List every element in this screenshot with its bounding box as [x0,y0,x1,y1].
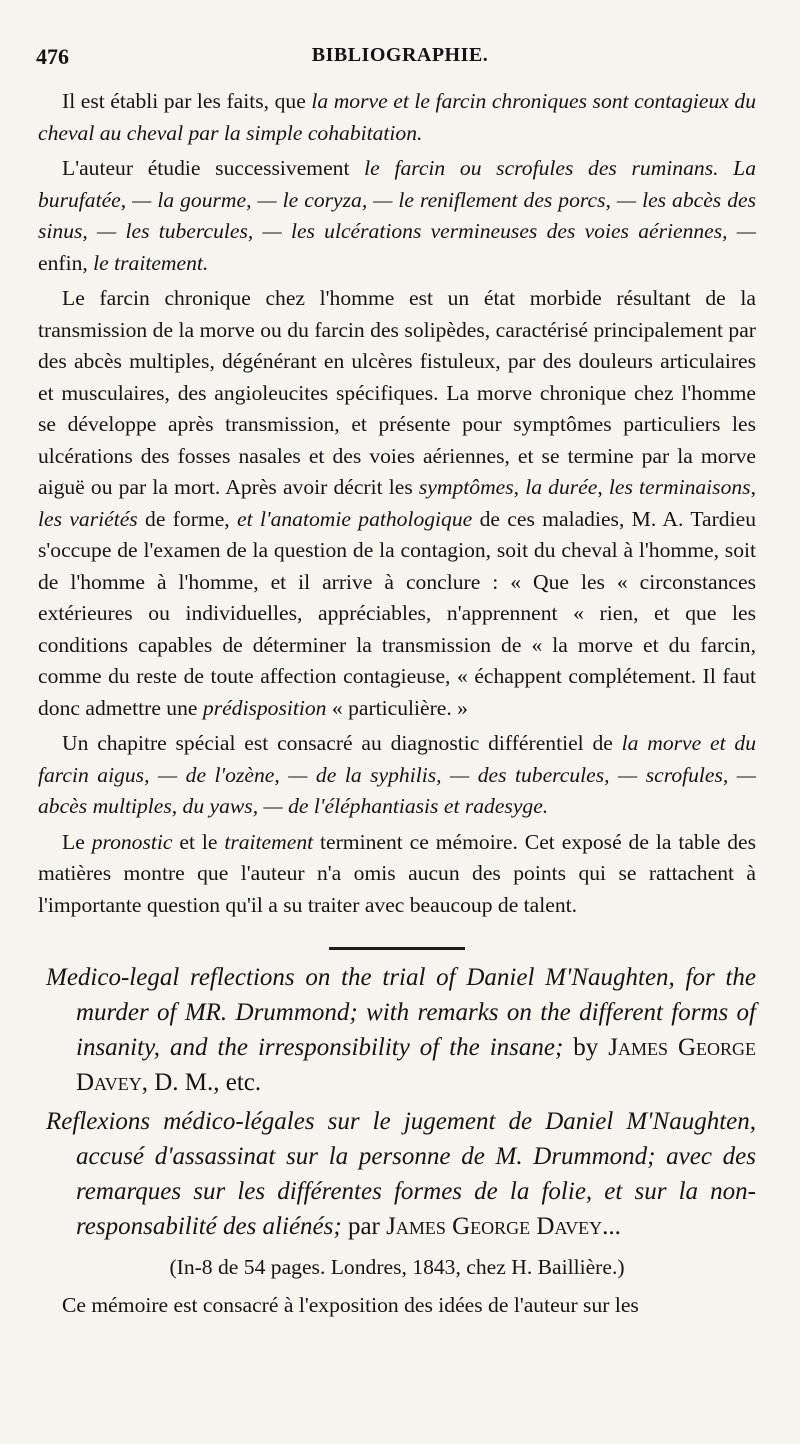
text-run: terminent ce mémoire. Cet exposé de la table des matières montre que l'auteur n'a omis aucun des points qui se rattachent à l'importante question qu'il a su traiter avec beaucoup de talent. [38,829,756,917]
text-run: enfin, [38,250,94,275]
paragraph-chronic-farcy [38,283,756,724]
page-number: 476 [36,44,69,69]
bibliographic-entry-french [38,1104,756,1244]
entry-author: James George Davey [386,1213,603,1240]
italic-run: le farcin ou scrofules des ruminans. La burufatée, — la gourme, — le coryza, — le reniflement des porcs, — les abcès des sinus, — les tubercules, — les ulcérations vermineuses des voies aériennes, — [38,156,756,243]
text-run: , [597,475,609,499]
text-run: par [341,1213,387,1240]
text-run: de ces maladies, M. A. Tardieu s'occupe de l'examen de la question de la contagion, soit du cheval à l'homme, soit de l'homme à l'homme, et il arrive à conclure : « Que les « circonstances extérieures ou individuelles, appréciables, n'apprennent « rien, et que les conditions capables de déterminer la transmission de « la morve et du farcin, comme du reste de toute affection contagieuse, « échappent complétement. Il faut donc admettre une [38,506,756,720]
entry-title: Reflexions médico-légales sur le jugement de Daniel M'Naughten, accusé d'assassinat sur la personne de M. Drummond; avec des remarques sur les différentes formes de la folie, et sur la non-responsabilité des aliénés; [46,1108,756,1240]
imprint-line: (In-8 de 54 pages. Londres, 1843, chez H. Baillière.) [169,1255,625,1279]
entry-title: Medico-legal reflections on the trial of Daniel M'Naughten, for the murder of MR. Drummond; with remarks on the different forms of insanity, and the irresponsibility of the insane; [46,964,756,1061]
text-run: et le [172,829,225,854]
italic-run: la morve et le farcin chroniques sont contagieux du cheval au cheval par la simple cohabitation. [38,89,756,145]
italic-run: la morve et du farcin aigus, — de l'ozène, — de la syphilis, — des tubercules, — scrofules, — abcès multiples, du yaws, — de l'éléphantiasis et radesyge. [38,731,756,818]
text-run: Un chapitre spécial est consacré au diagnostic différentiel de [62,731,622,755]
section-divider [329,947,465,950]
text-run: , [750,475,756,499]
text-run: Il est établi par les faits, que [62,89,312,113]
text-run: L'auteur étudie successivement [62,156,365,180]
italic-run: symptômes [418,475,514,499]
entry-author: James George Davey [76,1034,757,1096]
italic-run: traitement [224,829,314,854]
text-run: , [513,475,526,499]
italic-run: le traitement. [93,250,209,275]
paragraph-contagion [38,86,756,149]
italic-run: et l'anatomie pathologique [237,506,473,531]
italic-run: les variétés [38,506,138,531]
page-header [36,44,764,78]
paragraph-prognosis [38,827,756,922]
text-run: Le [62,829,92,854]
text-run: de forme, [137,506,238,531]
text-body [38,86,756,1325]
bibliographic-entry-english [38,960,756,1100]
running-head: BIBLIOGRAPHIE. [311,44,489,66]
italic-run: pronostic [91,829,173,854]
text-run: by [563,1034,609,1061]
text-run: , D. M., etc. [141,1069,262,1096]
paragraph-diagnosis [38,728,756,823]
text-run: « particulière. » [326,695,468,720]
paragraph-contents [38,153,756,279]
italic-run: les terminaisons [608,475,751,499]
paragraph-memoir-start: Ce mémoire est consacré à l'exposition des idées de l'auteur sur les [62,1292,639,1317]
text-run: Le farcin chronique chez l'homme est un état morbide résultant de la transmission de la morve ou du farcin des solipèdes, caractérisé principalement par des abcès multiples, dégénérant en ulcères fistuleux, par des douleurs articulaires et musculaires, des angioleucites spécifiques. La morve chronique chez l'homme se développe après transmission, et présente pour symptômes particuliers les ulcérations des fosses nasales et des voies aériennes, et se termine par la morve aiguë ou par la mort. Après avoir décrit les [38,286,756,499]
italic-run: la durée [525,475,598,499]
italic-run: prédisposition [202,695,327,720]
text-run: ... [602,1213,621,1240]
